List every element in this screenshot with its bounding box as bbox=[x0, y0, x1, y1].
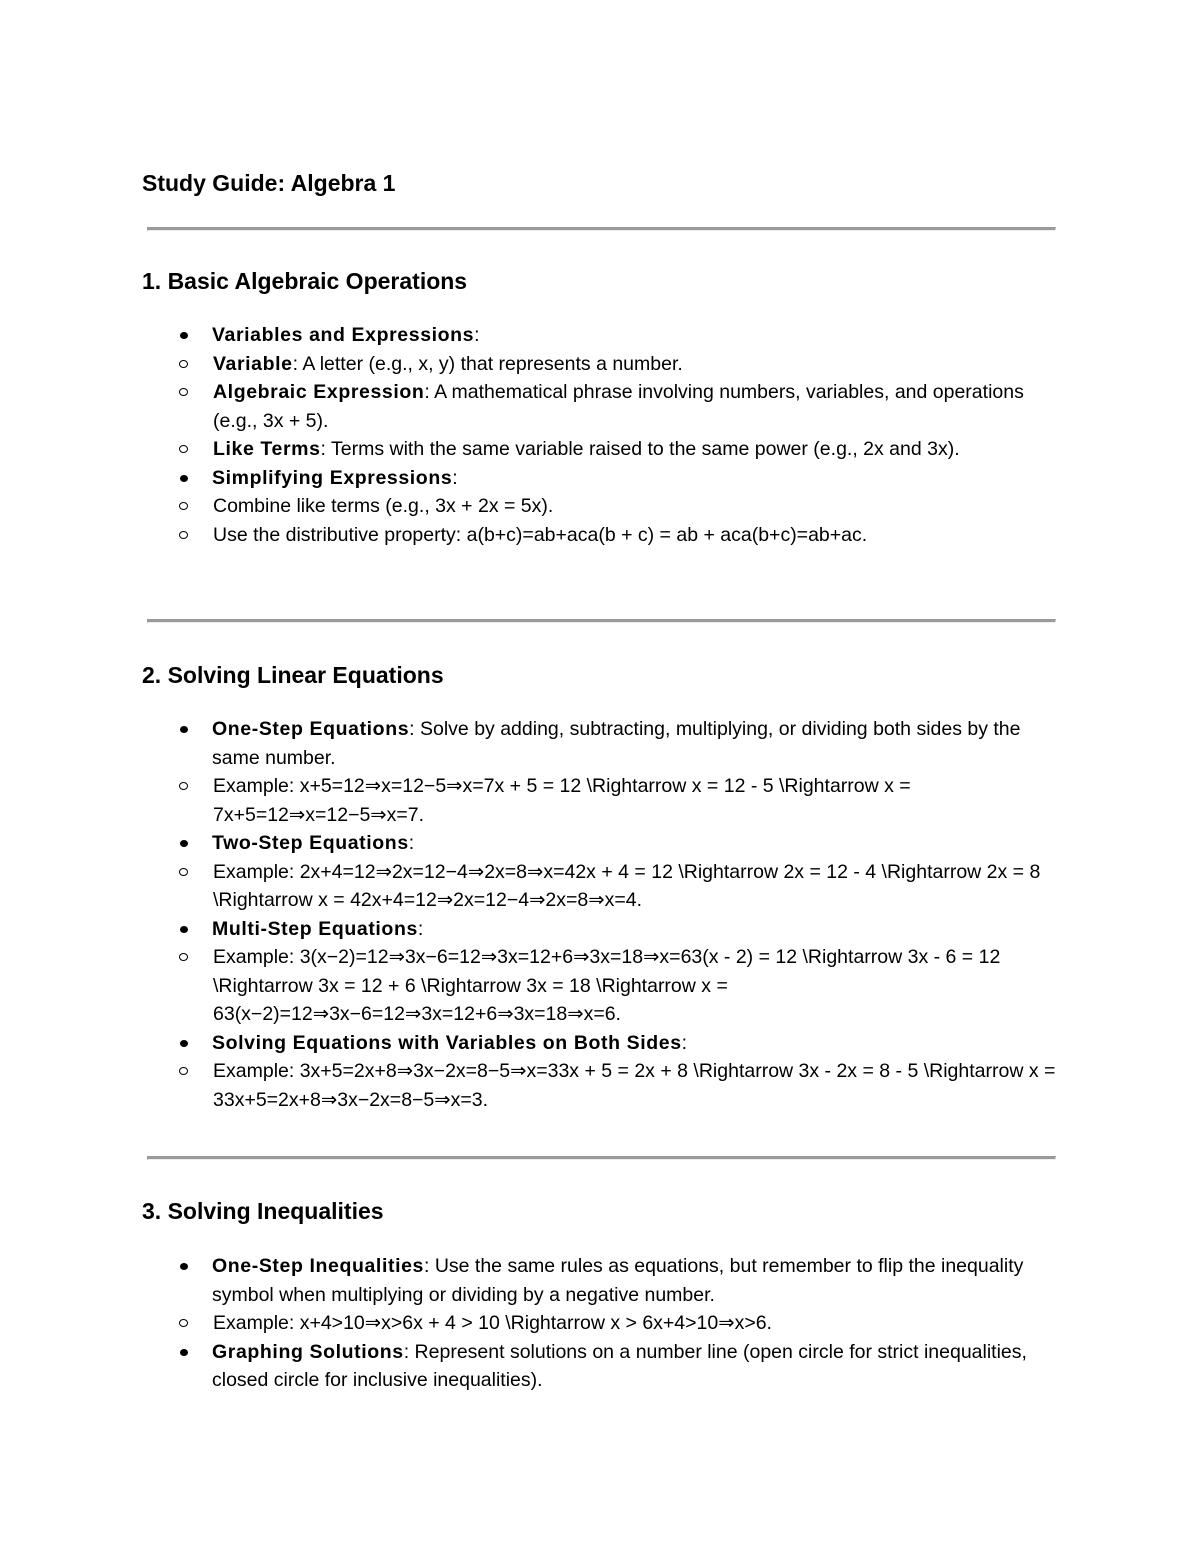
sub-item-text: Example: x+5=12⇒x=12−5⇒x=7x + 5 = 12 \Rightarrow x = 12 - 5 \Rightarrow x = 7x+5=12⇒x=12−5⇒x=7. bbox=[213, 775, 911, 826]
sub-item-text: Example: 2x+4=12⇒2x=12−4⇒2x=8⇒x=42x + 4 = 12 \Rightarrow 2x = 12 - 4 \Rightarrow 2x = 8 \Rightarrow x = 42x+4=12⇒2x=12−4⇒2x=8⇒x=4. bbox=[213, 860, 1041, 911]
item-text: : bbox=[681, 1031, 688, 1054]
sub-list bbox=[142, 1309, 1072, 1338]
sub-list bbox=[142, 1057, 1072, 1114]
bullet-hollow-icon bbox=[179, 445, 188, 453]
bullet-list bbox=[142, 1252, 1072, 1395]
bullet-hollow-icon bbox=[179, 388, 188, 396]
list-item bbox=[142, 1029, 1072, 1115]
bullet-filled-icon bbox=[180, 926, 188, 933]
bullet-filled-icon bbox=[180, 1263, 188, 1270]
list-item bbox=[142, 915, 1072, 1029]
bullet-filled-icon bbox=[180, 1349, 188, 1356]
item-text: : Use the same rules as equations, but remember to flip the inequality symbol when multiplying or dividing by a negative number. bbox=[212, 1255, 1024, 1306]
sub-item-text: Example: 3x+5=2x+8⇒3x−2x=8−5⇒x=33x + 5 = 2x + 8 \Rightarrow 3x - 2x = 8 - 5 \Rightarrow x = 33x+5=2x+8⇒3x−2x=8−5⇒x=3. bbox=[213, 1060, 1056, 1111]
sub-item-text: : A letter (e.g., x, y) that represents a number. bbox=[292, 352, 683, 375]
sub-item-text: Use the distributive property: a(b+c)=ab+aca(b + c) = ab + aca(b+c)=ab+ac. bbox=[213, 523, 868, 546]
sub-list bbox=[142, 492, 1072, 549]
item-term: Two-Step Equations bbox=[212, 832, 409, 854]
list-item bbox=[142, 715, 1072, 829]
sub-item-term: Variable bbox=[213, 352, 293, 375]
sub-list-item bbox=[142, 772, 1072, 829]
bullet-hollow-icon bbox=[179, 868, 188, 876]
section-heading-linear-equations: 2. Solving Linear Equations bbox=[142, 662, 444, 688]
item-term: Multi-Step Equations bbox=[212, 917, 418, 940]
bullet-list bbox=[142, 321, 1072, 549]
section-divider bbox=[147, 1156, 1056, 1160]
list-item bbox=[142, 464, 1072, 550]
bullet-list bbox=[142, 715, 1072, 1114]
sub-list-item bbox=[142, 858, 1072, 915]
bullet-filled-icon bbox=[180, 840, 188, 847]
bullet-filled-icon bbox=[180, 1040, 188, 1047]
sub-item-text: Example: x+4>10⇒x>6x + 4 > 10 \Rightarrow x > 6x+4>10⇒x>6. bbox=[213, 1312, 772, 1334]
bullet-hollow-icon bbox=[179, 782, 188, 790]
sub-item-term: Like Terms bbox=[213, 438, 321, 460]
section-divider bbox=[147, 227, 1056, 231]
sub-list bbox=[142, 858, 1072, 915]
list-item bbox=[142, 829, 1072, 915]
bullet-hollow-icon bbox=[179, 531, 188, 539]
item-text: : bbox=[417, 917, 424, 940]
bullet-hollow-icon bbox=[179, 1067, 188, 1075]
section-heading-inequalities: 3. Solving Inequalities bbox=[142, 1198, 384, 1224]
item-text: : bbox=[474, 324, 480, 346]
item-text: : bbox=[452, 466, 458, 489]
item-text: : Solve by adding, subtracting, multiplying, or dividing both sides by the same number. bbox=[212, 718, 1021, 769]
sub-list-item bbox=[142, 943, 1072, 1029]
sub-list bbox=[142, 943, 1072, 1029]
item-term: Simplifying Expressions bbox=[212, 466, 453, 489]
item-term: Variables and Expressions bbox=[212, 324, 475, 346]
sub-list-item bbox=[142, 521, 1072, 550]
list-item bbox=[142, 1338, 1072, 1395]
bullet-filled-icon bbox=[180, 726, 188, 733]
bullet-hollow-icon bbox=[179, 360, 188, 368]
sub-item-text: : Terms with the same variable raised to the same power (e.g., 2x and 3x). bbox=[320, 438, 960, 460]
section-heading-basic-operations: 1. Basic Algebraic Operations bbox=[142, 268, 468, 294]
sub-list-item bbox=[142, 435, 1072, 464]
section-divider bbox=[147, 619, 1056, 623]
sub-item-term: Algebraic Expression bbox=[213, 381, 425, 403]
section-body-inequalities bbox=[142, 1252, 1072, 1395]
list-item bbox=[142, 321, 1072, 464]
sub-list-item bbox=[142, 350, 1072, 379]
sub-list-item bbox=[142, 1309, 1072, 1338]
sub-item-text: : A mathematical phrase involving numbers, variables, and operations (e.g., 3x + 5). bbox=[213, 381, 1024, 432]
section-body-linear-equations bbox=[142, 715, 1072, 1114]
item-text: : Represent solutions on a number line (open circle for strict inequalities, closed circle for inclusive inequalities). bbox=[212, 1340, 1027, 1391]
sub-item-text: Example: 3(x−2)=12⇒3x−6=12⇒3x=12+6⇒3x=18⇒x=63(x - 2) = 12 \Rightarrow 3x - 6 = 12 \Rightarrow 3x = 12 + 6 \Rightarrow 3x = 18 \Rightarrow x = 63(x−2)=12⇒3x−6=12⇒3x=12+6⇒3x=18⇒x=6. bbox=[213, 946, 1001, 1025]
sub-list-item bbox=[142, 1057, 1072, 1114]
sub-list bbox=[142, 772, 1072, 829]
bullet-hollow-icon bbox=[179, 953, 188, 961]
item-term: One-Step Equations bbox=[212, 718, 410, 740]
sub-item-text: Combine like terms (e.g., 3x + 2x = 5x). bbox=[213, 495, 554, 517]
bullet-filled-icon bbox=[180, 475, 188, 482]
item-term: Solving Equations with Variables on Both Sides bbox=[212, 1031, 682, 1054]
sub-list-item bbox=[142, 378, 1072, 435]
item-term: Graphing Solutions bbox=[212, 1340, 404, 1363]
bullet-hollow-icon bbox=[179, 502, 188, 510]
item-term: One-Step Inequalities bbox=[212, 1255, 424, 1277]
list-item bbox=[142, 1252, 1072, 1338]
sub-list bbox=[142, 350, 1072, 464]
section-body-basic-operations bbox=[142, 321, 1072, 549]
document-title: Study Guide: Algebra 1 bbox=[142, 170, 396, 196]
sub-list-item bbox=[142, 492, 1072, 521]
item-text: : bbox=[408, 832, 415, 854]
bullet-hollow-icon bbox=[179, 1319, 188, 1327]
bullet-filled-icon bbox=[180, 332, 188, 339]
